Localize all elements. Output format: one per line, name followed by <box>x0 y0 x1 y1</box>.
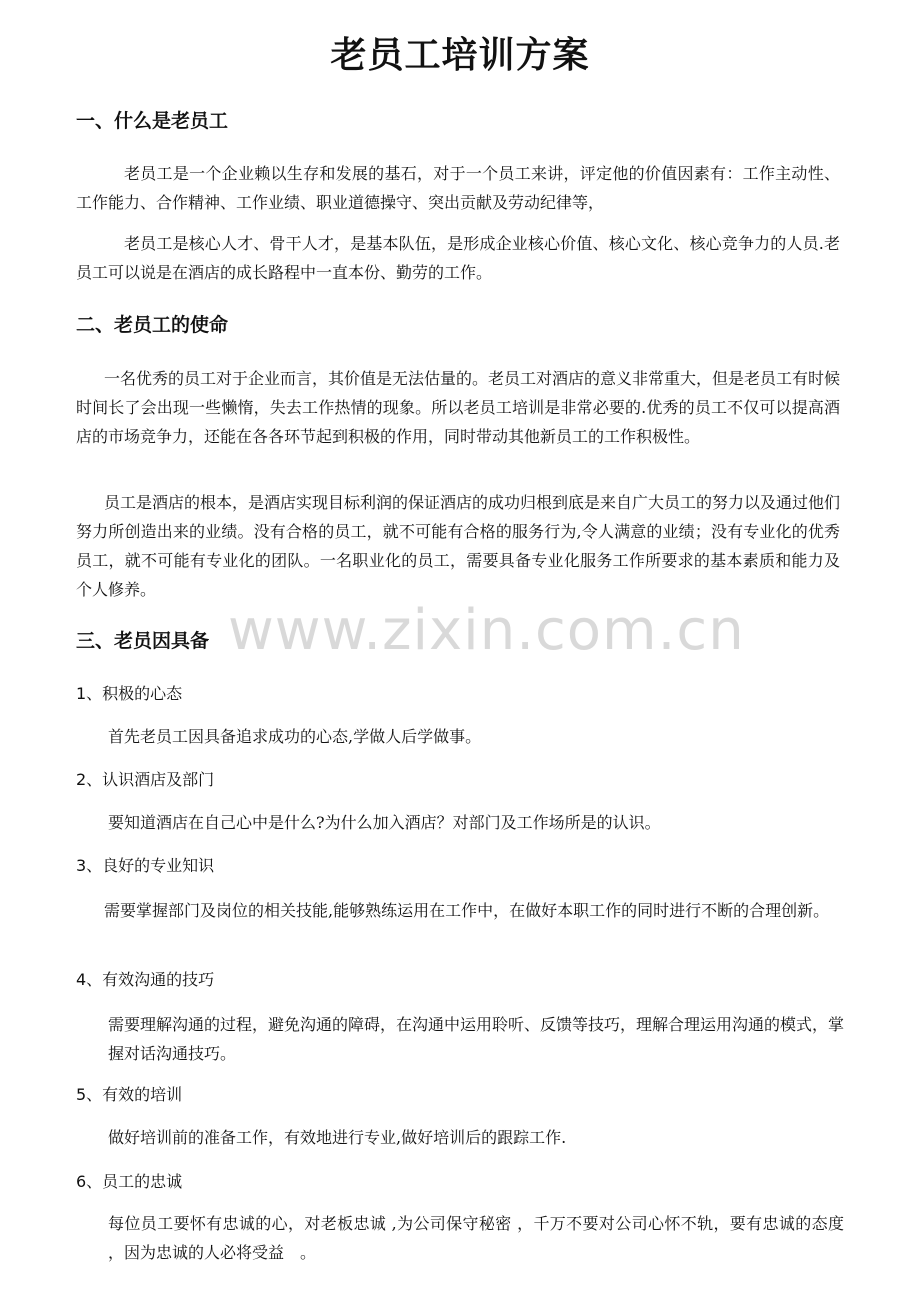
section-heading-what-is-veteran: 一、什么是老员工 <box>76 110 229 132</box>
item-body-professional-knowledge: 需要掌握部门及岗位的相关技能,能够熟练运用在工作中，在做好本职工作的同时进行不断的合理创新。 <box>104 901 830 920</box>
watermark: www.zixin.com.cn <box>228 598 745 663</box>
item-body-loyalty: 每位员工要怀有忠诚的心，对老板忠诚 ,为公司保守秘密 ，千万不要对公司心怀不轨，要有忠诚的态度 ，因为忠诚的人必将受益 。 <box>108 1214 844 1262</box>
item-title-training: 5、有效的培训 <box>76 1085 183 1104</box>
document-title: 老员工培训方案 <box>330 35 590 76</box>
item-body-know-hotel: 要知道酒店在自己心中是什么?为什么加入酒店？对部门及工作场所是的认识。 <box>108 813 661 832</box>
section2-paragraph-2: 员工是酒店的根本，是酒店实现目标利润的保证酒店的成功归根到底是来自广大员工的努力以及通过他们努力所创造出来的业绩。没有合格的员工，就不可能有合格的服务行为,令人满意的业绩；没有专业化的优秀员工，就不可能有专业化的团队。一名职业化的员工，需要具备专业化服务工作所要求的基本素质和能力及个人修养。 <box>76 493 841 599</box>
item-body-communication: 需要理解沟通的过程，避免沟通的障碍，在沟通中运用聆听、反馈等技巧，理解合理运用沟通的模式，掌握对话沟通技巧。 <box>108 1015 845 1063</box>
section2-paragraph-1: 一名优秀的员工对于企业而言，其价值是无法估量的。老员工对酒店的意义非常重大，但是老员工有时候时间长了会出现一些懒惰，失去工作热情的现象。所以老员工培训是非常必要的.优秀的员工不仅可以提高酒店的市场竞争力，还能在各各环节起到积极的作用，同时带动其他新员工的工作积极性。 <box>76 369 841 446</box>
section1-paragraph-2: 老员工是核心人才、骨干人才，是基本队伍，是形成企业核心价值、核心文化、核心竞争力的人员.老员工可以说是在酒店的成长路程中一直本份、勤劳的工作。 <box>76 234 840 282</box>
item-body-positive-attitude: 首先老员工因具备追求成功的心态,学做人后学做事。 <box>108 727 482 746</box>
item-title-know-hotel: 2、认识酒店及部门 <box>76 770 215 789</box>
item-title-positive-attitude: 1、积极的心态 <box>76 684 183 703</box>
section1-paragraph-1: 老员工是一个企业赖以生存和发展的基石，对于一个员工来讲，评定他的价值因素有：工作主动性、工作能力、合作精神、工作业绩、职业道德操守、突出贡献及劳动纪律等， <box>76 164 840 212</box>
section-heading-mission: 二、老员工的使命 <box>76 314 229 336</box>
section-heading-requirements: 三、老员因具备 <box>76 630 210 652</box>
item-body-training: 做好培训前的准备工作，有效地进行专业,做好培训后的跟踪工作. <box>108 1128 567 1147</box>
item-title-loyalty: 6、员工的忠诚 <box>76 1172 183 1191</box>
item-title-communication: 4、有效沟通的技巧 <box>76 970 215 989</box>
item-title-professional-knowledge: 3、良好的专业知识 <box>76 856 215 875</box>
